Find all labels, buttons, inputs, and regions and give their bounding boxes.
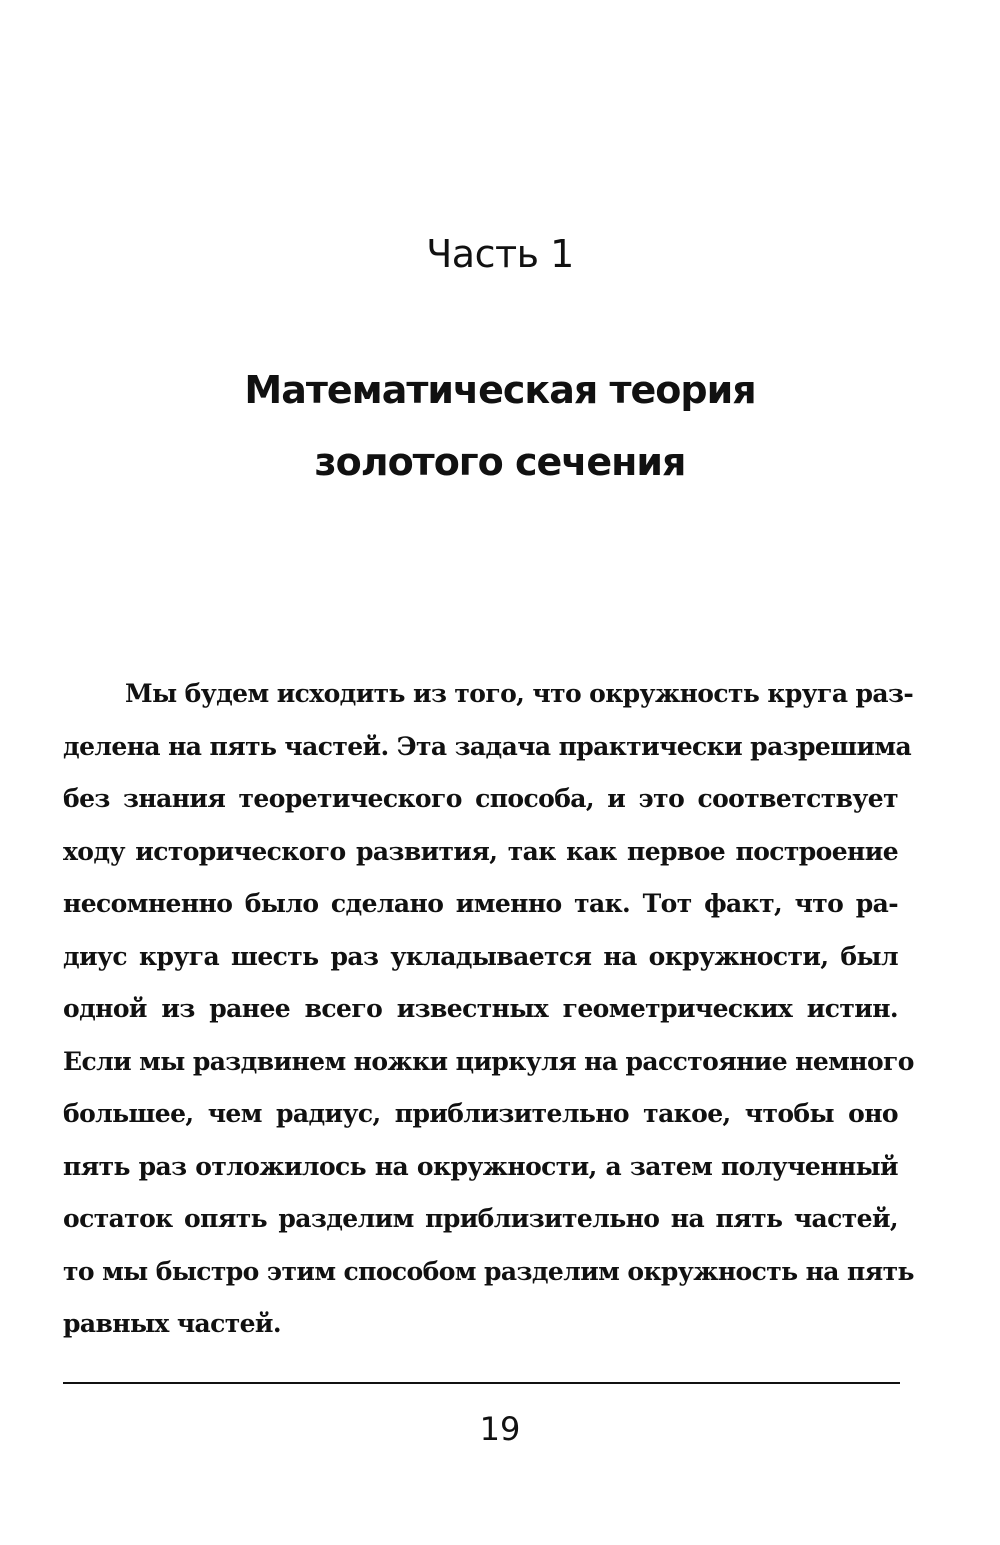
footer-rule — [63, 1382, 900, 1384]
part-heading: Часть 1 — [426, 232, 574, 276]
paragraph-line: пять раз отложилось на окружности, а затем полученный — [63, 1151, 898, 1181]
paragraph-line: равных частей. — [63, 1309, 281, 1338]
paragraph-line: остаток опять разделим приблизительно на пять частей, — [63, 1204, 898, 1233]
chapter-title-line-2: золотого сечения — [314, 440, 686, 484]
paragraph-line: то мы быстро этим способом разделим окружность на пять — [63, 1256, 914, 1286]
page-number: 19 — [479, 1410, 521, 1448]
paragraph-line: Мы будем исходить из того, что окружность круга раз- — [125, 679, 914, 708]
chapter-title-line-1: Математическая теория — [244, 368, 756, 412]
paragraph-line: Если мы раздвинем ножки циркуля на расстояние немного — [63, 1046, 914, 1076]
paragraph-line: делена на пять частей. Эта задача практически разрешима — [63, 731, 912, 761]
paragraph-line: несомненно было сделано именно так. Тот факт, что ра- — [63, 889, 898, 918]
paragraph-line: одной из ранее всего известных геометрических истин. — [63, 994, 898, 1023]
body-paragraph — [63, 668, 914, 1351]
paragraph-line: без знания теоретического способа, и это соответствует — [63, 784, 898, 813]
paragraph-line: ходу исторического развития, так как первое построение — [63, 836, 898, 866]
paragraph-line: диус круга шесть раз укладывается на окружности, был — [63, 941, 898, 971]
paragraph-line: большее, чем радиус, приблизительно такое, чтобы оно — [63, 1099, 898, 1128]
